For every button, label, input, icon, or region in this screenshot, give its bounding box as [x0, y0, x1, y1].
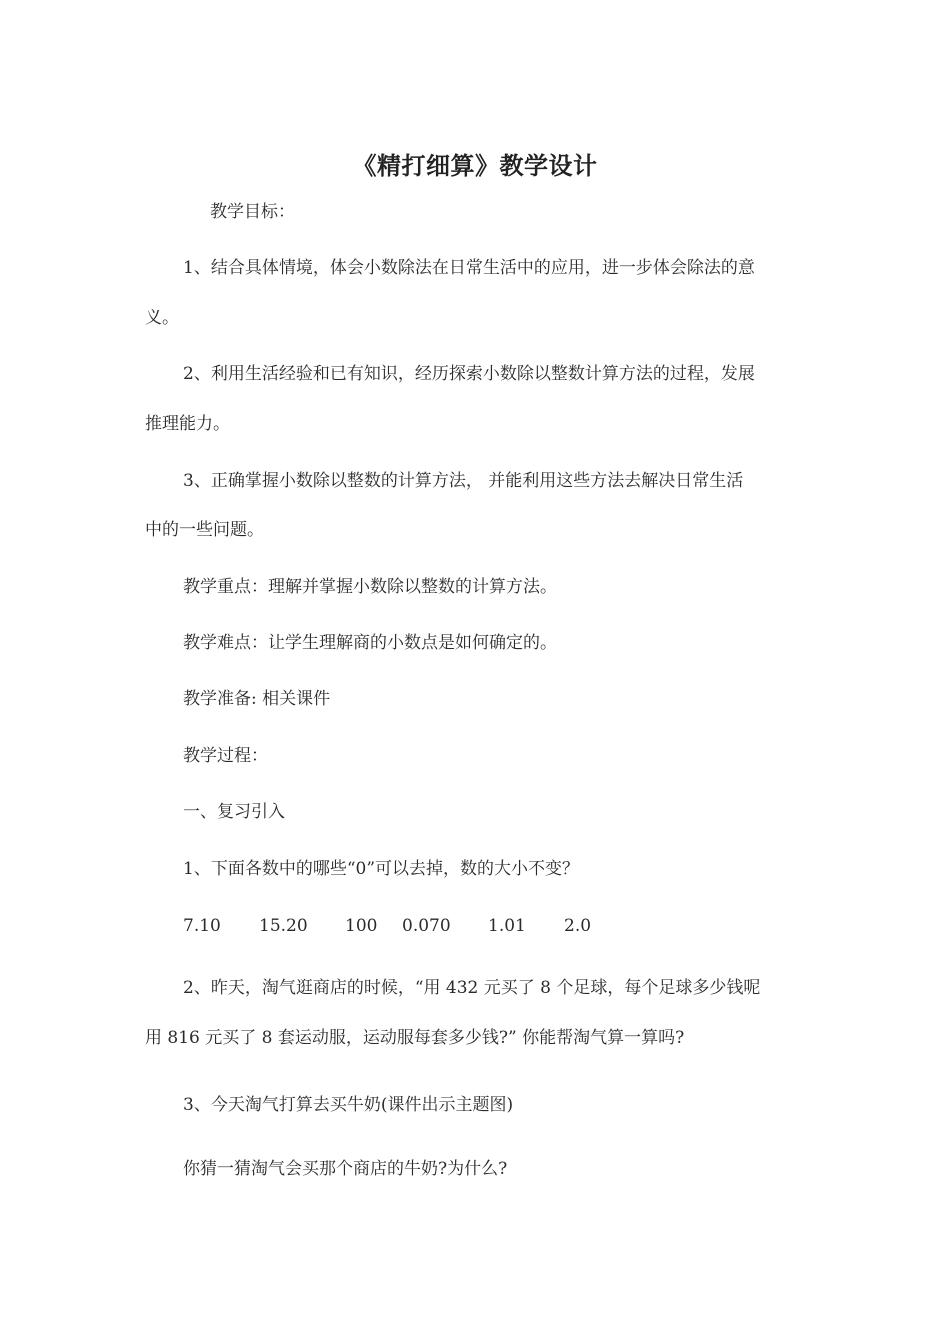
objectives-heading: 教学目标：: [210, 202, 295, 222]
question-4: 你猜一猜淘气会买那个商店的牛奶?为什么?: [183, 1159, 508, 1179]
process-heading: 教学过程：: [183, 746, 268, 766]
objective-1-line-1: 1、结合具体情境，体会小数除法在日常生活中的应用，进一步体会除法的意: [183, 258, 755, 278]
question-1: 1、下面各数中的哪些“0”可以去掉，数的大小不变？: [183, 859, 580, 879]
number-item: 15.20: [259, 916, 308, 936]
objective-1-line-2: 义。: [145, 308, 179, 328]
number-item: 100: [345, 916, 378, 936]
objective-3-line-1: 3、正确掌握小数除以整数的计算方法， 并能利用这些方法去解决日常生活: [183, 471, 744, 491]
difficulty: 教学难点：让学生理解商的小数点是如何确定的。: [183, 633, 557, 653]
objective-2-line-2: 推理能力。: [145, 414, 230, 434]
document-title: 《精打细算》教学设计: [352, 151, 598, 180]
question-2-line-1: 2、昨天，淘气逛商店的时候，“用 432 元买了 8 个足球，每个足球多少钱呢: [183, 978, 761, 998]
number-item: 2.0: [564, 916, 592, 936]
number-item: 1.01: [488, 916, 526, 936]
number-item: 7.10: [183, 916, 221, 936]
question-3: 3、今天淘气打算去买牛奶(课件出示主题图): [183, 1095, 514, 1115]
objective-2-line-1: 2、利用生活经验和已有知识，经历探索小数除以整数计算方法的过程，发展: [183, 364, 755, 384]
section-1-heading: 一、复习引入: [183, 802, 285, 822]
objective-3-line-2: 中的一些问题。: [145, 520, 264, 540]
number-item: 0.070: [402, 916, 451, 936]
key-point: 教学重点：理解并掌握小数除以整数的计算方法。: [183, 577, 557, 597]
preparation: 教学准备: 相关课件: [183, 689, 331, 709]
question-2-line-2: 用 816 元买了 8 套运动服，运动服每套多少钱?” 你能帮淘气算一算吗?: [145, 1028, 685, 1048]
